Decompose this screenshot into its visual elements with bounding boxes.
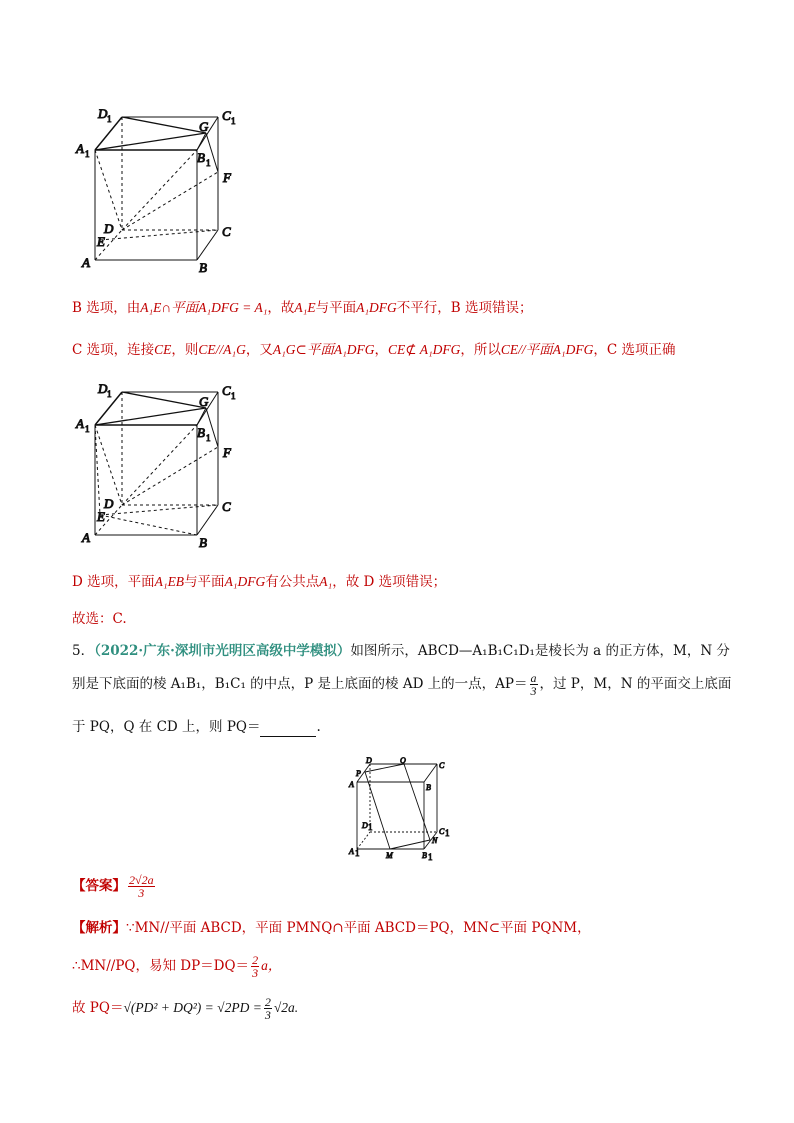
label-b1: B (197, 150, 205, 165)
svg-text:1: 1 (85, 149, 90, 159)
label-f: F (223, 445, 231, 460)
answer-line: 【答案】 $\frac{2√2a}{3}$ (72, 873, 154, 900)
label-c1: C (222, 108, 231, 123)
svg-text:1: 1 (206, 433, 211, 443)
label-c1: C (222, 383, 231, 398)
label-b1: B (197, 425, 205, 440)
svg-text:A: A (349, 780, 354, 789)
analysis-line-1: 【解析】∵MN//平面 ABCD，平面 PMNQ∩平面 ABCD＝PQ，MN⊂平面 PQNM， (72, 920, 591, 936)
label-e: E (97, 234, 105, 249)
label-g: G (199, 394, 209, 409)
option-b-text: B 选项，由A₁E∩平面A₁DFG = A₁，故A₁E与平面A₁DFG不平行，B 选项错误； (72, 300, 533, 316)
label-a: A (82, 255, 90, 270)
cube-figure-2 (70, 375, 250, 553)
svg-text:1: 1 (445, 828, 450, 838)
label-d: D (104, 221, 114, 236)
cube-figure-1 (70, 100, 250, 278)
label-c: C (222, 499, 231, 514)
label-d1: D (98, 106, 108, 121)
label-f: F (223, 170, 231, 185)
label-d1: D (98, 381, 108, 396)
problem-5-line-2: 别是下底面的棱 A₁B₁，B₁C₁ 的中点，P 是上底面的棱 AD 上的一点，AP＝ $\frac{a}{3}$ ，过 P，M，N 的平面交上底面 (72, 671, 732, 698)
option-d-text: D 选项，平面A₁EB与平面A₁DFG有公共点A₁，故 D 选项错误； (72, 574, 447, 590)
svg-text:M: M (386, 851, 393, 860)
svg-text:P: P (356, 769, 361, 778)
svg-text:D: D (366, 756, 372, 765)
label-a1: A (76, 141, 84, 156)
label-b: B (199, 535, 207, 550)
svg-text:1: 1 (231, 116, 236, 126)
svg-text:1: 1 (107, 114, 112, 124)
svg-text:1: 1 (368, 822, 373, 832)
label-d: D (104, 496, 114, 511)
svg-text:1: 1 (355, 848, 360, 858)
svg-text:1: 1 (206, 158, 211, 168)
label-c: C (222, 224, 231, 239)
svg-text:D: D (362, 821, 368, 830)
label-g: G (199, 119, 209, 134)
svg-text:1: 1 (428, 852, 433, 862)
svg-text:B: B (426, 783, 431, 792)
label-a1: A (76, 416, 84, 431)
cube-figure-3 (342, 754, 454, 862)
option-c-text: C 选项，连接CE，则CE//A₁G，又A₁G⊂平面A₁DFG，CE⊄ A₁DFG，所以CE//平面A₁DFG，C 选项正确 (72, 342, 676, 358)
svg-text:C: C (439, 761, 445, 770)
problem-5-line-3: 于 PQ，Q 在 CD 上，则 PQ＝ . (72, 719, 321, 735)
problem-source: （2022·广东·深圳市光明区高级中学模拟） (94, 643, 351, 659)
analysis-line-3: 故 PQ＝√(PD² + DQ²) = √2PD = $\frac{2}{3}$ √2a. (72, 995, 299, 1022)
svg-text:1: 1 (107, 389, 112, 399)
label-b: B (199, 260, 207, 275)
problem-5-line-1: 5．（2022·广东·深圳市光明区高级中学模拟）如图所示，ABCD—A₁B₁C₁D₁是棱长为 a 的正方体，M，N 分 (72, 643, 730, 659)
label-e: E (97, 509, 105, 524)
svg-text:C: C (439, 827, 445, 836)
svg-text:1: 1 (85, 424, 90, 434)
svg-text:Q: Q (400, 756, 406, 765)
choice-text: 故选：C. (72, 611, 127, 627)
label-a: A (82, 530, 90, 545)
answer-blank[interactable] (260, 722, 316, 737)
svg-text:A: A (349, 847, 354, 856)
analysis-line-2: ∴MN//PQ，易知 DP＝DQ＝ $\frac{2}{3}$ a， (72, 953, 282, 980)
svg-text:N: N (432, 836, 438, 845)
svg-text:B: B (422, 851, 427, 860)
svg-text:1: 1 (231, 391, 236, 401)
